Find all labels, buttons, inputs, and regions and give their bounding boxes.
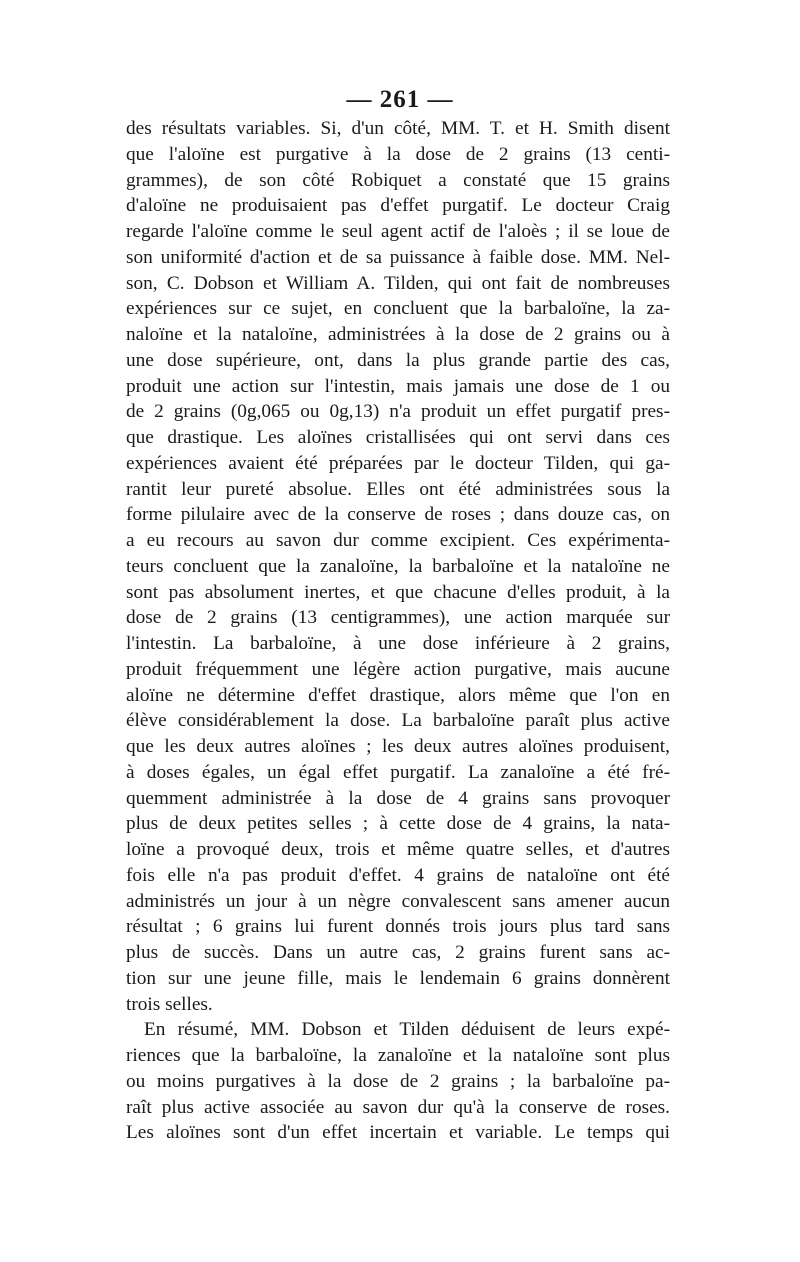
paragraph-start-line: En résumé, MM. Dobson et Tilden déduisent de leurs expé- bbox=[144, 1019, 670, 1041]
text-line: rantit leur pureté absolue. Elles ont été administrées sous la bbox=[126, 478, 670, 500]
text-line: administrés un jour à un nègre convalescent sans amener aucun bbox=[126, 890, 670, 912]
text-line: plus de deux petites selles ; à cette dose de 4 grains, la nata- bbox=[126, 813, 670, 835]
text-line: forme pilulaire avec de la conserve de roses ; dans douze cas, on bbox=[126, 504, 670, 526]
text-line: une dose supérieure, ont, dans la plus grande partie des cas, bbox=[126, 349, 670, 371]
text-line: ou moins purgatives à la dose de 2 grains ; la barbaloïne pa- bbox=[126, 1070, 670, 1092]
body-text bbox=[126, 116, 670, 1146]
text-line: élève considérablement la dose. La barbaloïne paraît plus active bbox=[126, 710, 670, 732]
text-line: raît plus active associée au savon dur qu'à la conserve de roses. bbox=[126, 1096, 670, 1118]
text-line: regarde l'aloïne comme le seul agent actif de l'aloès ; il se loue de bbox=[126, 221, 670, 242]
text-line: expériences sur ce sujet, en concluent que la barbaloïne, la za- bbox=[126, 298, 670, 320]
text-line: de 2 grains (0g,065 ou 0g,13) n'a produit un effet purgatif pres- bbox=[126, 401, 670, 423]
text-line: son, C. Dobson et William A. Tilden, qui ont fait de nombreuses bbox=[126, 272, 670, 294]
text-line: fois elle n'a pas produit d'effet. 4 grains de nataloïne ont été bbox=[126, 864, 670, 886]
text-line: loïne a provoqué deux, trois et même quatre selles, et d'autres bbox=[126, 839, 670, 860]
text-line: que drastique. Les aloïnes cristallisées qui ont servi dans ces bbox=[126, 427, 670, 448]
text-line: quemment administrée à la dose de 4 grains sans provoquer bbox=[126, 787, 670, 809]
text-line: que l'aloïne est purgative à la dose de 2 grains (13 centi- bbox=[126, 143, 670, 165]
text-line: d'aloïne ne produisaient pas d'effet purgatif. Le docteur Craig bbox=[126, 195, 670, 217]
text-line: naloïne et la nataloïne, administrées à la dose de 2 grains ou à bbox=[126, 324, 670, 345]
text-line: Les aloïnes sont d'un effet incertain et variable. Le temps qui bbox=[126, 1122, 670, 1144]
text-line: expériences avaient été préparées par le docteur Tilden, qui ga- bbox=[126, 452, 670, 474]
text-line: tion sur une jeune fille, mais le lendemain 6 grains donnèrent bbox=[126, 967, 670, 989]
text-line: riences que la barbaloïne, la zanaloïne et la nataloïne sont plus bbox=[126, 1045, 670, 1066]
page-number: — 261 — bbox=[346, 86, 454, 113]
paragraph-end-line: trois selles. bbox=[126, 993, 213, 1015]
text-line: que les deux autres aloïnes ; les deux autres aloïnes produisent, bbox=[126, 736, 670, 757]
text-line: aloïne ne détermine d'effet drastique, alors même que l'on en bbox=[126, 684, 670, 706]
text-line: produit fréquemment une légère action purgative, mais aucune bbox=[126, 658, 670, 680]
text-line: à doses égales, un égal effet purgatif. La zanaloïne a été fré- bbox=[126, 761, 670, 783]
text-line: produit une action sur l'intestin, mais jamais une dose de 1 ou bbox=[126, 375, 670, 397]
text-line: l'intestin. La barbaloïne, à une dose inférieure à 2 grains, bbox=[126, 633, 670, 654]
text-line: dose de 2 grains (13 centigrammes), une action marquée sur bbox=[126, 607, 670, 629]
text-line: plus de succès. Dans un autre cas, 2 grains furent sans ac- bbox=[126, 942, 670, 963]
text-line: des résultats variables. Si, d'un côté, MM. T. et H. Smith disent bbox=[126, 118, 670, 139]
text-line: grammes), de son côté Robiquet a constaté que 15 grains bbox=[126, 169, 670, 191]
text-line: résultat ; 6 grains lui furent donnés trois jours plus tard sans bbox=[126, 916, 670, 938]
text-line: a eu recours au savon dur comme excipient. Ces expérimenta- bbox=[126, 530, 670, 551]
text-line: son uniformité d'action et de sa puissance à faible dose. MM. Nel- bbox=[126, 246, 670, 268]
text-line: teurs concluent que la zanaloïne, la barbaloïne et la nataloïne ne bbox=[126, 555, 670, 577]
text-line: sont pas absolument inertes, et que chacune d'elles produit, à la bbox=[126, 581, 670, 603]
